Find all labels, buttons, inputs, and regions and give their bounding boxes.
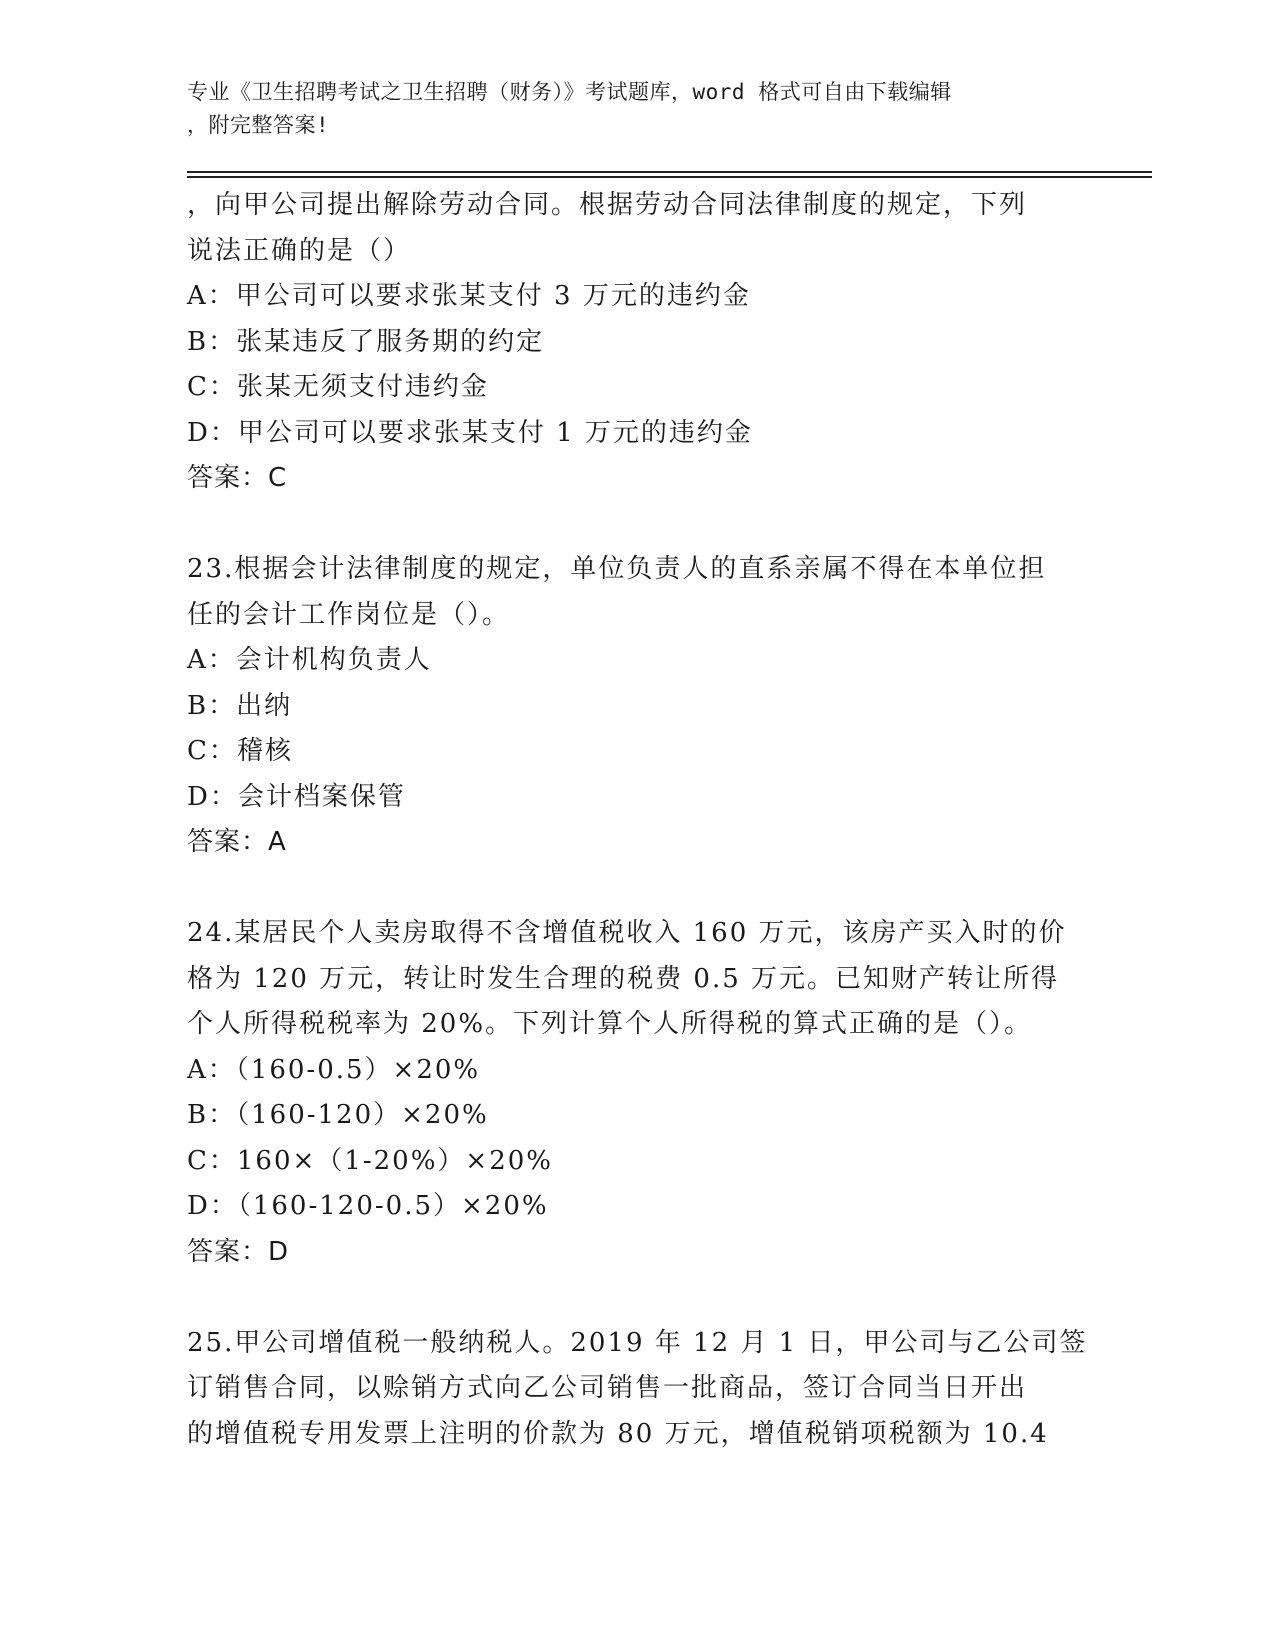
- option-a: A：会计机构负责人: [187, 645, 432, 675]
- option-c: C：稽核: [187, 736, 293, 766]
- question-stem-line: 24.某居民个人卖房取得不含增值税收入 160 万元，该房产买入时的价: [187, 918, 1067, 948]
- question-23: [187, 547, 1077, 866]
- question-stem-line: 25.甲公司增值税一般纳税人。2019 年 12 月 1 日，甲公司与乙公司签: [187, 1327, 1088, 1358]
- answer-line: 答案：C: [187, 463, 288, 493]
- question-stem-line: 格为 120 万元，转让时发生合理的税费 0.5 万元。已知财产转让所得: [187, 963, 1060, 994]
- document-header: [187, 76, 1077, 142]
- option-b: B：出纳: [187, 690, 293, 721]
- header-divider-bottom: [187, 176, 1152, 178]
- question-stem-line: 订销售合同，以赊销方式向乙公司销售一批商品，签订合同当日开出: [187, 1373, 1028, 1403]
- option-b: B：（160-120）×20%: [187, 1100, 489, 1130]
- question-content: [187, 183, 1088, 1457]
- question-stem-line: 23.根据会计法律制度的规定，单位负责人的直系亲属不得在本单位担: [187, 554, 1047, 584]
- option-c: C：160×（1-20%）×20%: [187, 1145, 553, 1176]
- spacer: [187, 866, 1077, 912]
- spacer: [187, 1275, 1077, 1321]
- question-stem-line: 个人所得税税率为 20%。下列计算个人所得税的算式正确的是（）。: [187, 1009, 1033, 1039]
- header-line-2: ，附完整答案!: [187, 113, 330, 137]
- option-d: D：会计档案保管: [187, 781, 406, 812]
- option-a: A：（160-0.5）×20%: [187, 1054, 481, 1085]
- question-25: [187, 1321, 1088, 1458]
- answer-line: 答案：D: [187, 1236, 290, 1267]
- option-d: D：（160-120-0.5）×20%: [187, 1191, 549, 1221]
- option-c: C：张某无须支付违约金: [187, 372, 489, 402]
- answer-line: 答案：A: [187, 827, 287, 857]
- question-stem-line: 任的会计工作岗位是（）。: [187, 599, 511, 630]
- option-b: B：张某违反了服务期的约定: [187, 326, 545, 357]
- question-stem-line: ，向甲公司提出解除劳动合同。根据劳动合同法律制度的规定，下列: [187, 190, 1028, 220]
- header-line-1: 专业《卫生招聘考试之卫生招聘（财务）》考试题库，word 格式可自由下载编辑: [187, 80, 952, 104]
- question-stem-line: 的增值税专用发票上注明的价款为 80 万元，增值税销项税额为 10.4: [187, 1418, 1049, 1449]
- option-a: A：甲公司可以要求张某支付 3 万元的违约金: [187, 281, 751, 311]
- option-d: D：甲公司可以要求张某支付 1 万元的违约金: [187, 417, 753, 448]
- question-24: [187, 911, 1077, 1275]
- question-22: [187, 183, 1077, 502]
- spacer: [187, 502, 1077, 548]
- question-stem-line: 说法正确的是（）: [187, 235, 412, 266]
- header-divider-top: [187, 171, 1152, 173]
